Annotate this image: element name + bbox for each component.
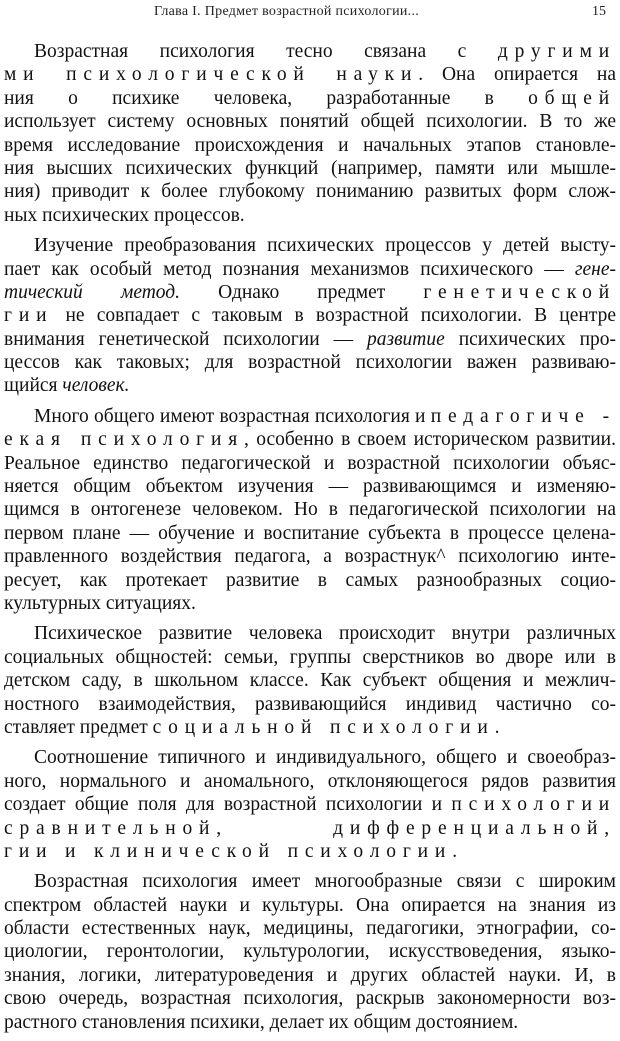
text-run: . (452, 840, 458, 862)
text-run: ресует, как протекает развитие в самых разнообразных социо- (4, 569, 616, 591)
text-run: психических про- (444, 328, 616, 350)
text-line (4, 258, 616, 281)
text-run: спектром областей науки и культуры. Она опирается на знания из (4, 894, 616, 916)
text-line (4, 817, 616, 840)
text-line (4, 569, 616, 592)
text-run: растного становления психики, делает их общим достоянием. (4, 1011, 519, 1033)
page-number: 15 (592, 4, 606, 19)
text-line (4, 987, 616, 1010)
text-line (4, 328, 616, 351)
text-line (4, 110, 616, 133)
text-line (4, 351, 616, 374)
text-line (4, 40, 616, 63)
text-run: время исследование происхождения и начальных этапов становле- (4, 134, 616, 156)
italic-term: человек. (62, 375, 130, 397)
text-run: использует систему основных понятий общей психологии. В то же (4, 111, 616, 133)
text-line (4, 204, 616, 227)
text-line (4, 304, 616, 327)
text-line (4, 716, 616, 739)
spaced-term: педагогиче - (430, 405, 616, 427)
spaced-term: екая психология (4, 429, 245, 451)
text-run: Возрастная психология тесно связана с (34, 41, 498, 62)
text-run: Психическое развитие человека происходит внутри различных (34, 623, 616, 645)
text-line (4, 1011, 616, 1034)
text-line (4, 622, 616, 645)
text-line (4, 894, 616, 917)
text-line (4, 693, 616, 716)
spaced-term: общей (528, 87, 616, 109)
spaced-term: другими (497, 41, 616, 62)
text-run: Реальное единство педагогической и возрастной психологии объяс- (4, 452, 616, 474)
text-line (4, 157, 616, 180)
text-line (4, 522, 616, 545)
text-line (4, 840, 616, 863)
paragraph (4, 40, 616, 227)
text-run: социальных общностей: семьи, группы сверстников во дворе или в (4, 646, 616, 668)
text-run: области естественных наук, медицины, педагогики, этнографии, со- (4, 918, 616, 940)
text-line (4, 770, 616, 793)
paragraph (4, 622, 616, 739)
text-run: няется общим объектом изучения — развивающимся и изменяю- (4, 476, 616, 498)
italic-term: тический метод. (4, 281, 181, 303)
text-line (4, 545, 616, 568)
text-run: внимания генетической психологии — (4, 328, 367, 350)
text-line (4, 134, 616, 157)
text-run: Однако предмет (180, 281, 424, 303)
text-run: Много общего имеют возрастная психология и (34, 405, 431, 427)
text-run: свою очередь, возрастная психология, раскрыв закономерности воз- (4, 988, 616, 1010)
italic-term: развитие (366, 328, 445, 350)
text-run: ния высших психических функций (например, памяти или мышле- (4, 157, 616, 179)
text-run: Соотношение типичного и индивидуального, общего и своеобраз- (34, 747, 616, 769)
text-line (4, 281, 616, 304)
text-run: ностного взаимодействия, развивающийся индивид частично со- (4, 693, 616, 715)
text-run: . Она опирается на (418, 64, 616, 86)
text-run: культурных ситуациях. (4, 592, 196, 614)
text-run: пает как особый метод познания механизмов психического — (4, 258, 575, 280)
text-line (4, 646, 616, 669)
text-run: Возрастная психология имеет многообразные связи с широким (34, 871, 616, 893)
text-run: циологии, геронтологии, культурологии, искусствоведения, языко- (4, 941, 616, 963)
text-line (4, 870, 616, 893)
text-line (4, 405, 616, 428)
text-run: знания, логики, литературоведения и других областей науки. И, в (4, 964, 616, 986)
text-line (4, 917, 616, 940)
text-line (4, 964, 616, 987)
spaced-term: гии и клинической психологии (4, 840, 453, 862)
text-run: первом плане — обучение и воспитание субъекта в процессе целена- (4, 522, 616, 544)
paragraph (4, 405, 616, 616)
spaced-term: гии (4, 305, 54, 327)
chapter-title: Глава I. Предмет возрастной психологии... (154, 4, 420, 19)
text-run: ного, нормального и аномального, отклоняющегося рядов развития (4, 770, 616, 792)
text-run: создает общие поля для возрастной психологии и (4, 794, 452, 816)
spaced-term: социальной психологии (152, 716, 495, 738)
text-run: правленного воздействия педагога, а возрастнук^ психологию инте- (4, 546, 616, 568)
spaced-term: сравнительной, дифференциальной, (4, 817, 616, 839)
text-run: , особенно в своем историческом развитии. (244, 429, 616, 451)
text-line (4, 793, 616, 816)
text-line (4, 452, 616, 475)
text-run: щимся в онтогенезе человеком. Но в педагогической психологии на (4, 499, 616, 521)
text-line (4, 428, 616, 451)
text-run: Изучение преобразования психических процессов у детей высту- (34, 235, 616, 257)
page-body (4, 40, 616, 1041)
running-header (12, 2, 608, 22)
text-run: детском саду, в школьном классе. Как субъект общения и межлич- (4, 670, 616, 692)
text-line (4, 374, 616, 397)
text-run: ния о психике человека, разработанные в (4, 87, 529, 109)
text-line (4, 669, 616, 692)
spaced-term: генетической (423, 281, 616, 303)
spaced-term: психологии (451, 794, 616, 816)
text-line (4, 63, 616, 86)
text-line (4, 746, 616, 769)
text-run: не совпадает с таковым в возрастной психологии. В центре (53, 305, 616, 327)
text-run: ставляет предмет (4, 716, 153, 738)
italic-term: гене- (574, 258, 616, 280)
paragraph (4, 234, 616, 398)
text-line (4, 498, 616, 521)
text-line (4, 475, 616, 498)
text-run: ных психических процессов. (4, 204, 245, 226)
text-run: . (494, 716, 500, 738)
text-run: щийся (4, 375, 63, 397)
paragraph (4, 870, 616, 1034)
text-line (4, 180, 616, 203)
text-line (4, 234, 616, 257)
paragraph (4, 746, 616, 863)
text-run: цессов как таковых; для возрастной психологии важен развиваю- (4, 352, 616, 374)
text-line (4, 940, 616, 963)
spaced-term: ми психологической науки (4, 64, 419, 86)
text-run: ния) приводит к более глубокому пониманию развитых форм слож- (4, 181, 616, 203)
text-line (4, 87, 616, 110)
text-line (4, 592, 616, 615)
